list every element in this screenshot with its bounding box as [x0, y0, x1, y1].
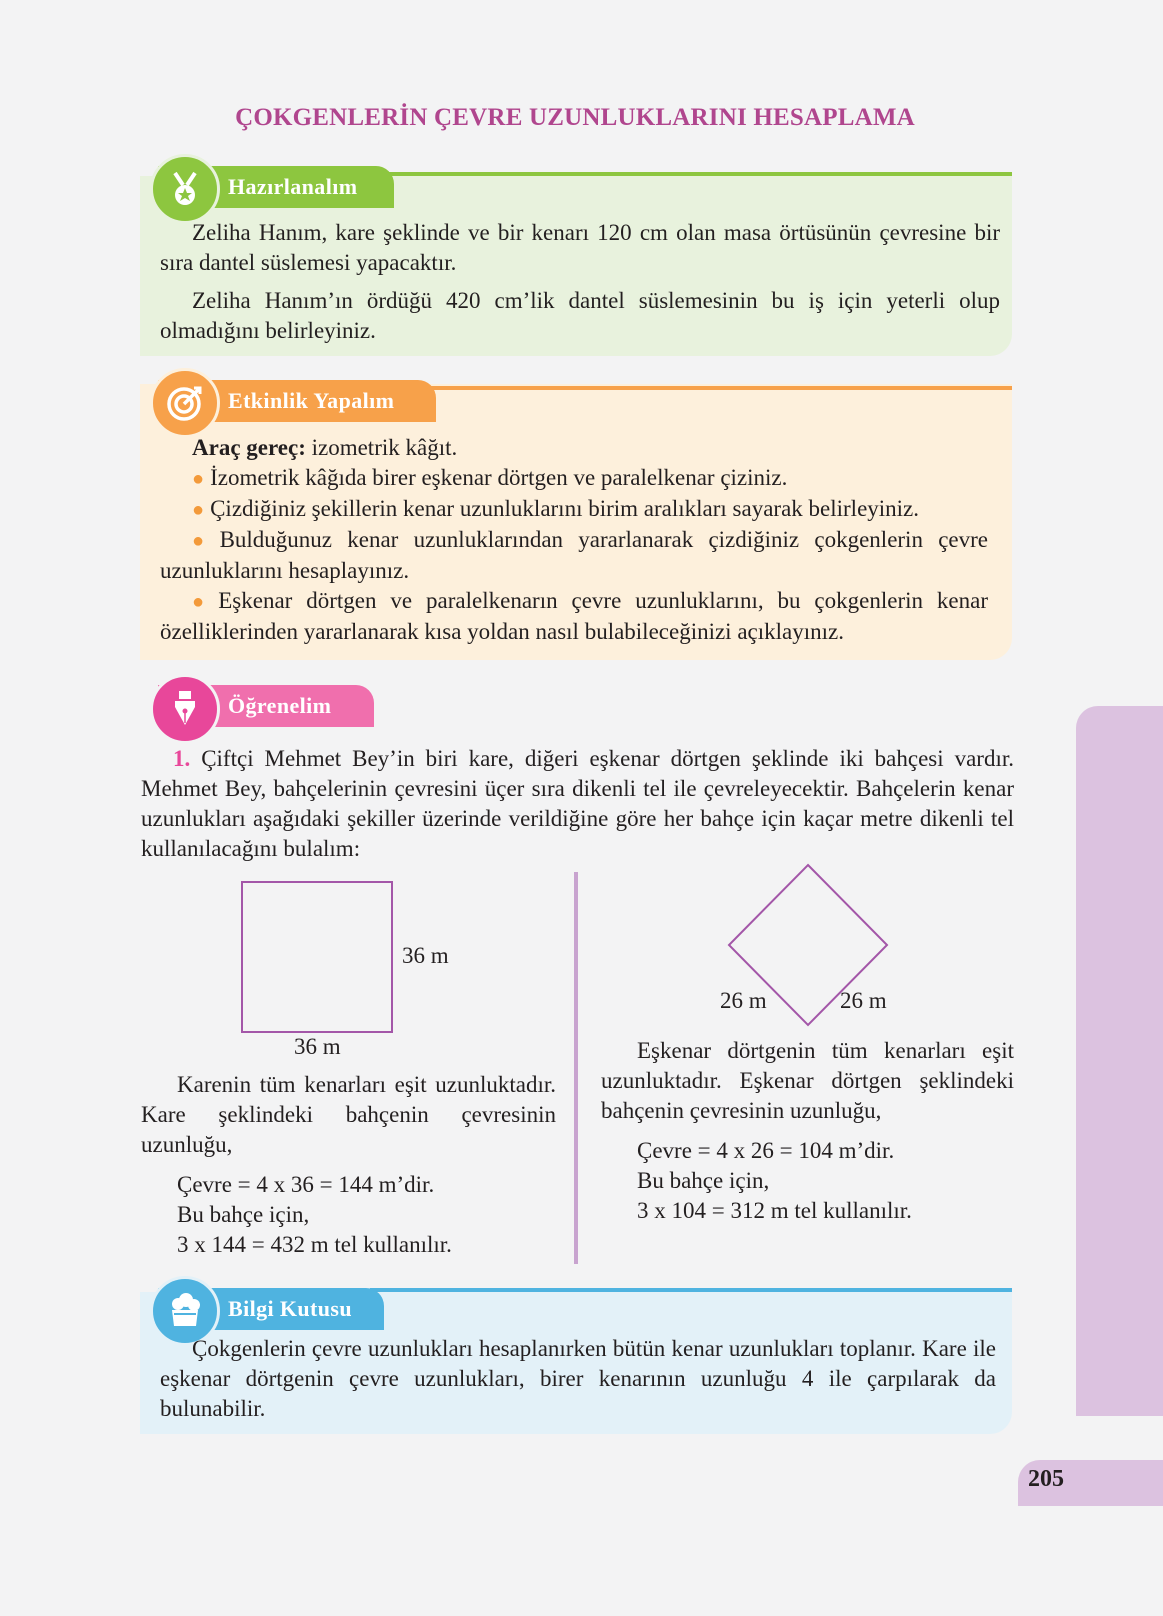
pen-nib-icon [150, 674, 220, 744]
page-title: ÇOKGENLERİN ÇEVRE UZUNLUKLARINI HESAPLAMA [235, 104, 915, 131]
hazirlanalim-text [160, 218, 1000, 346]
side-tab [1076, 706, 1163, 1416]
bilgi-label: Bilgi Kutusu [158, 1288, 384, 1330]
ogrenelim-label: Öğrenelim [158, 685, 374, 727]
arac-gerec-label: Araç gereç: [192, 435, 306, 460]
rhombus-side-label-left: 26 m [720, 988, 767, 1013]
hazirlanalim-label: Hazırlanalım [158, 166, 394, 208]
square-calc-line: Bu bahçe için, [177, 1202, 310, 1227]
rhombus-calc-line: Çevre = 4 x 26 = 104 m’dir. [637, 1138, 895, 1163]
bullet-dot-icon: ● [192, 499, 205, 521]
ogrenelim-intro [141, 744, 1014, 864]
bilgi-text: Çokgenlerin çevre uzunlukları hesaplanırken bütün kenar uzunlukları toplanır. Kare ile eşkenar dörtgenin çevre uzunlukları, birer kenarının uzunluğu 4 ile çarpılarak da bulunabilir. [160, 1336, 996, 1421]
square-calc-line: 3 x 144 = 432 m tel kullanılır. [177, 1232, 452, 1257]
bullet-dot-icon: ● [192, 468, 205, 490]
etkinlik-rule [420, 386, 1012, 390]
rhombus-description: Eşkenar dörtgenin tüm kenarları eşit uzunluktadır. Eşkenar dörtgen şeklindeki bahçenin çevresinin uzunluğu, [601, 1038, 1014, 1123]
medal-icon [150, 154, 220, 224]
page-number: 205 [1028, 1466, 1064, 1492]
etkinlik-text [160, 433, 988, 647]
rhombus-side-label-right: 26 m [840, 988, 887, 1013]
column-divider [574, 872, 578, 1264]
bullet-dot-icon: ● [192, 591, 213, 613]
arac-gerec-value: izometrik kâğıt. [311, 435, 458, 460]
square-description: Karenin tüm kenarları eşit uzunluktadır. Kare şeklindeki bahçenin çevresinin uzunluğu, [141, 1072, 556, 1157]
rhombus-calc-line: 3 x 104 = 312 m tel kullanılır. [637, 1198, 912, 1223]
left-column-text [141, 1070, 556, 1260]
right-column-text [601, 1036, 1014, 1226]
etkinlik-label: Etkinlik Yapalım [158, 380, 436, 422]
bullet-dot-icon: ● [192, 530, 214, 552]
problem-number: 1. [173, 746, 191, 771]
problem-text: Çiftçi Mehmet Bey’in biri kare, diğeri eşkenar dörtgen şeklinde iki bahçesi vardır. Mehmet Bey, bahçelerinin çevresini üçer sıra dikenli tel ile çevreleyecektir. Bahçelerin kenar uzunlukları aşağıdaki şekiller üzerinde verildiğine göre her bahçe için kaçar metre dikenli tel kullanılacağını bulalım: [141, 746, 1014, 861]
square-calc-line: Çevre = 4 x 36 = 144 m’dir. [177, 1172, 435, 1197]
bilgi-rule [370, 1288, 1012, 1292]
hazirlanalim-rule [380, 172, 1012, 176]
square-side-label-bottom: 36 m [294, 1034, 341, 1059]
square-calculation [141, 1170, 556, 1260]
hazirlanalim-paragraph-2: Zeliha Hanım’ın ördüğü 420 cm’lik dantel süslemesinin bu iş için yeterli olup olmadığını belirleyiniz. [160, 288, 1000, 343]
rhombus-calculation [601, 1136, 1014, 1226]
etkinlik-bullet: ● Bulduğunuz kenar uzunluklarından yararlanarak çizdiğiniz çokgenlerin çevre uzunluklarını hesaplayınız. [160, 527, 988, 583]
arac-gerec-line [160, 433, 988, 463]
etkinlik-bullet: ● Eşkenar dörtgen ve paralelkenarın çevre uzunluklarını, bu çokgenlerin kenar özelliklerinden yararlanarak kısa yoldan nasıl bulabileceğinizi açıklayınız. [160, 588, 988, 644]
square-side-label-right: 36 m [402, 943, 449, 968]
rhombus-calc-line: Bu bahçe için, [637, 1168, 770, 1193]
target-icon [150, 368, 220, 438]
etkinlik-bullet: ● Çizdiğiniz şekillerin kenar uzunluklarını birim aralıkları sayarak belirleyiniz. [192, 496, 920, 521]
hazirlanalim-paragraph-1: Zeliha Hanım, kare şeklinde ve bir kenarı 120 cm olan masa örtüsünün çevresine bir sıra dantel süslemesi yapacaktır. [160, 220, 1000, 275]
square-figure [240, 880, 400, 1040]
etkinlik-bullet: ● İzometrik kâğıda birer eşkenar dörtgen ve paralelkenar çiziniz. [192, 465, 788, 490]
